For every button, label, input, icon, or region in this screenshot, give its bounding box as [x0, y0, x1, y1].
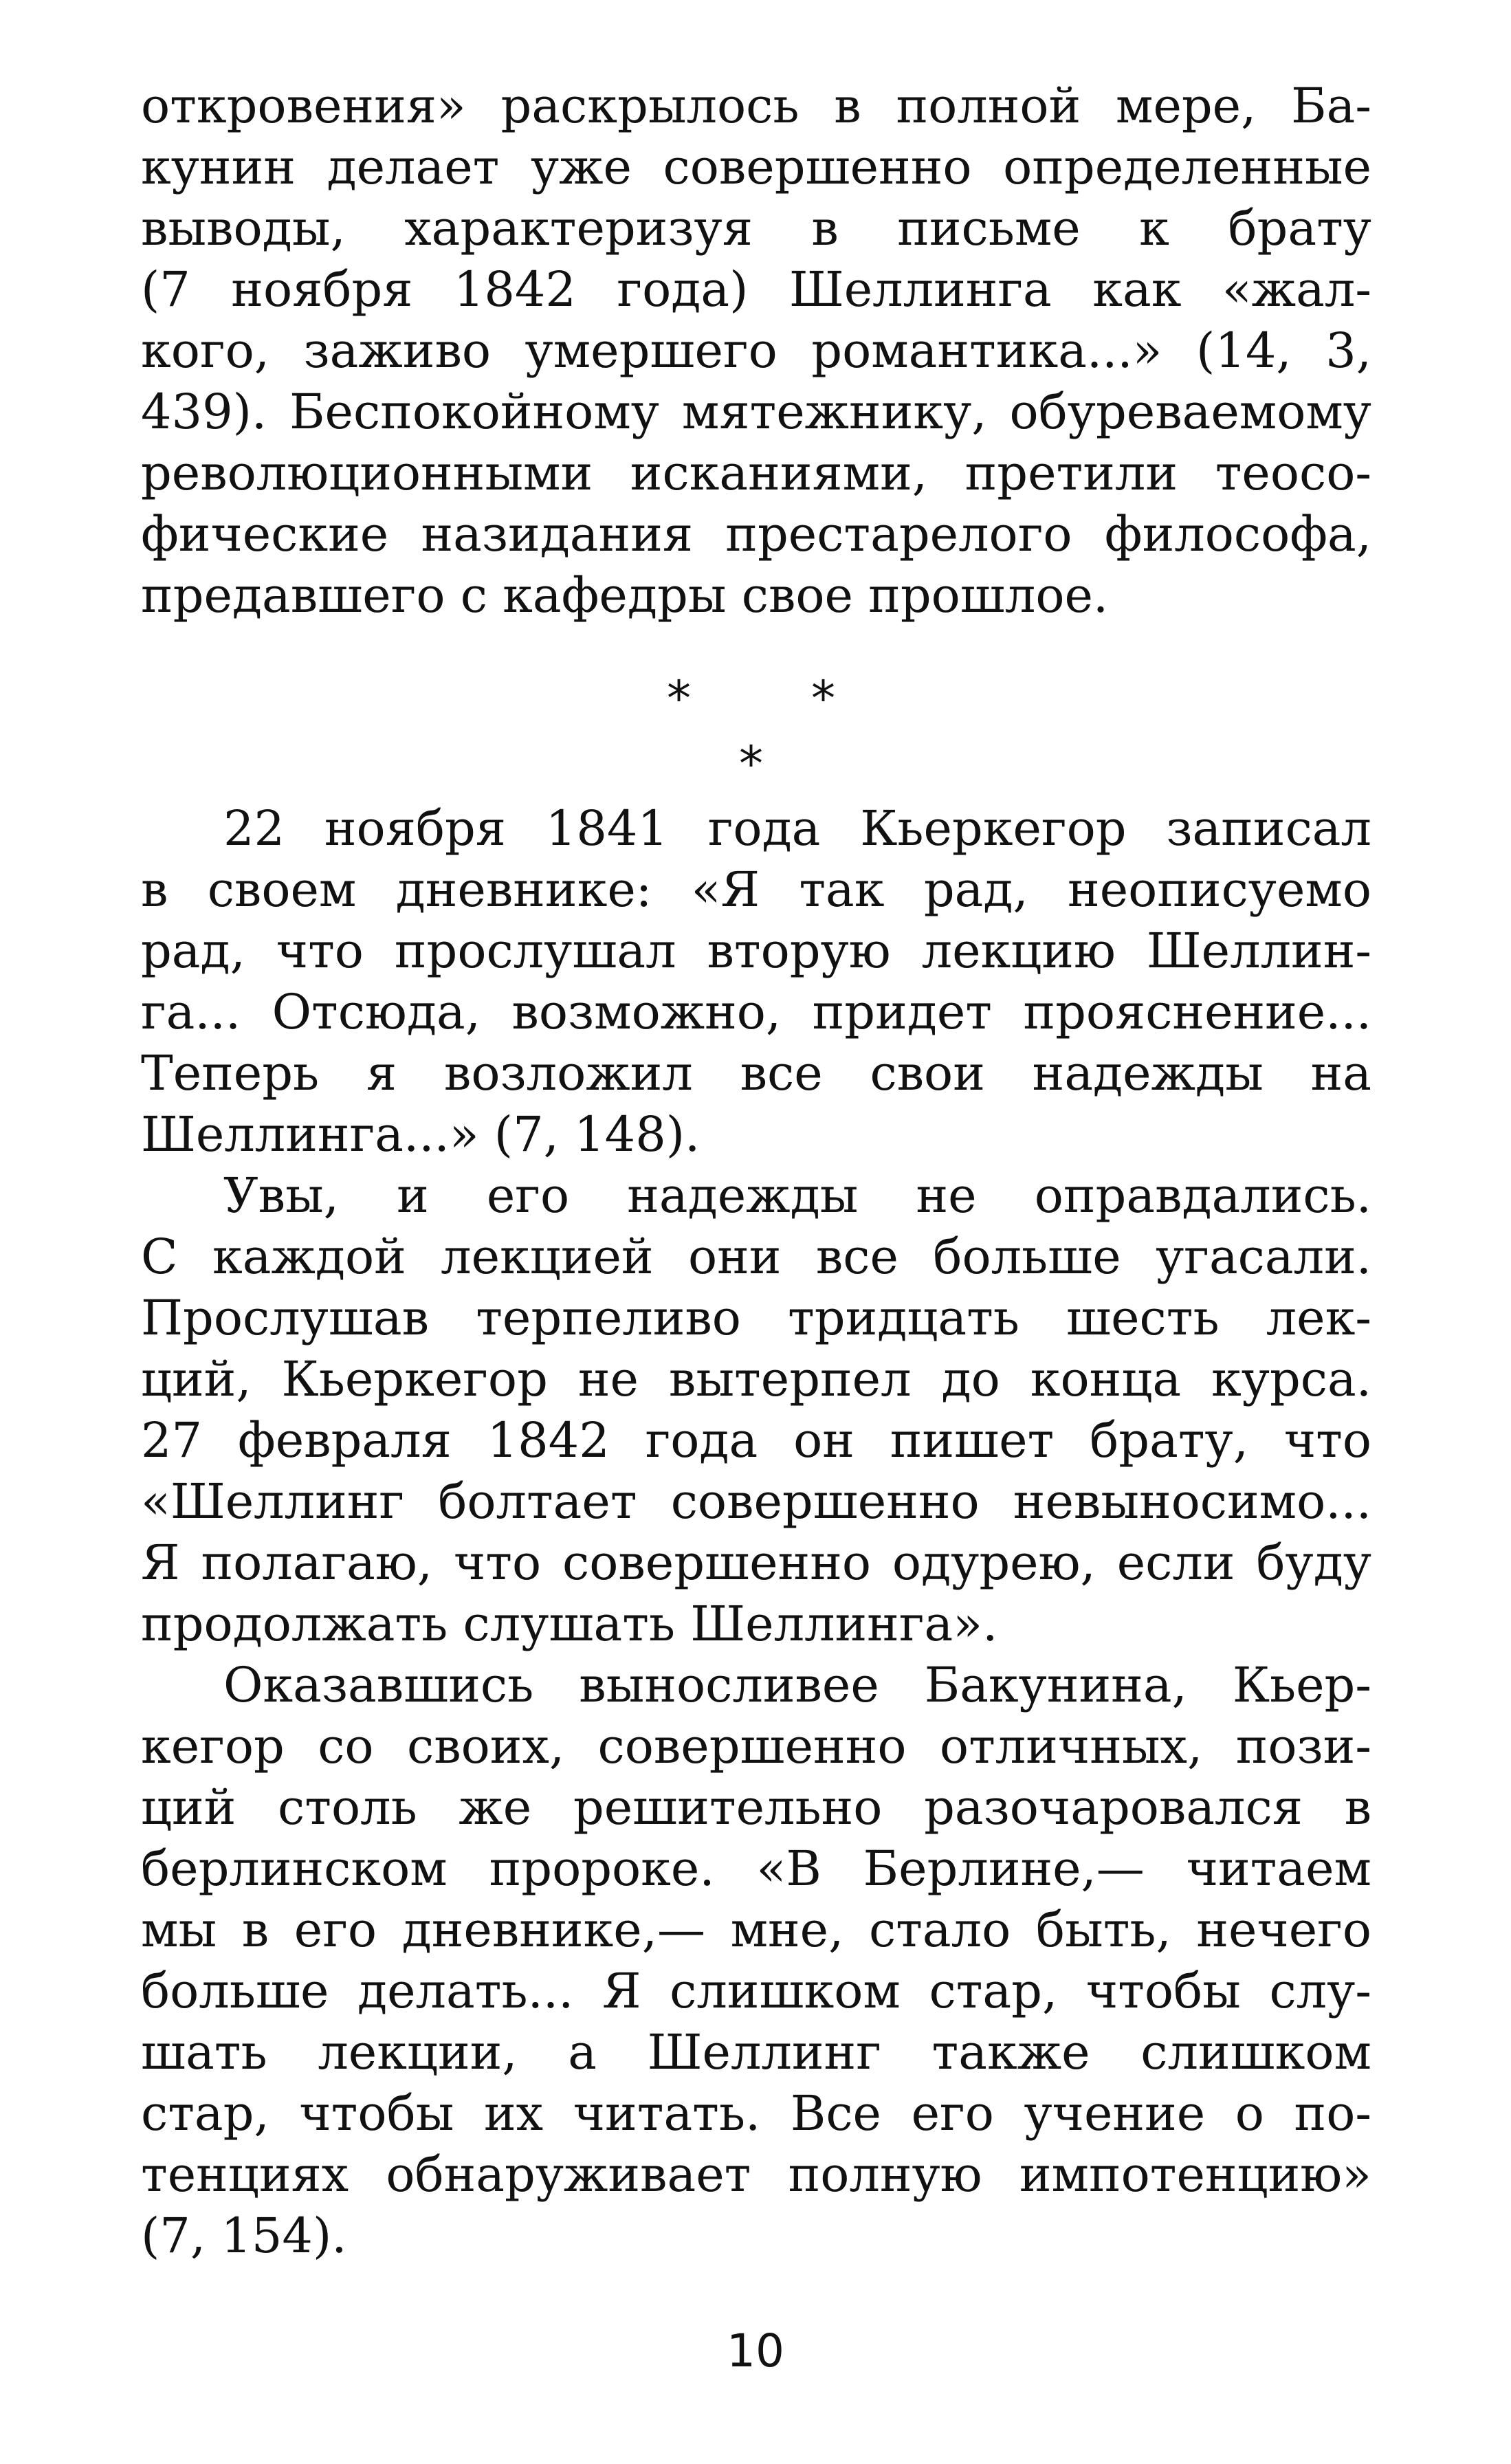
text-line: шать лекции, а Шеллинг также слишком — [141, 2024, 1371, 2080]
text-line: фические назидания престарелого философа, — [141, 506, 1371, 562]
text-line: Оказавшись выносливее Бакунина, Кьер- — [223, 1657, 1371, 1713]
asterisk-icon: * — [667, 670, 691, 727]
text-line: ций столь же решительно разочаровался в — [141, 1779, 1371, 1836]
text-line: «Шеллинг болтает совершенно невыносимо... — [141, 1473, 1371, 1530]
asterisk-icon: * — [739, 736, 763, 792]
text-line: Теперь я возложил все свои надежды на — [141, 1045, 1371, 1101]
text-line: Шеллинга...» (7, 148). — [141, 1106, 701, 1163]
text-line: выводы, характеризуя в письме к брату — [141, 200, 1371, 256]
text-line: ций, Кьеркегор не вытерпел до конца курса. — [141, 1351, 1371, 1407]
text-line: (7 ноября 1842 года) Шеллинга как «жал- — [141, 261, 1371, 318]
text-line: рад, что прослушал вторую лекцию Шеллин- — [141, 923, 1371, 979]
text-line: тенциях обнаруживает полную импотенцию» — [141, 2146, 1371, 2203]
paragraph-2 — [141, 798, 1371, 1165]
section-separator — [141, 626, 1371, 798]
text-line: больше делать... Я слишком стар, чтобы слу- — [141, 1963, 1371, 2019]
paragraph-4 — [141, 1655, 1371, 2267]
asterisk-icon: * — [811, 670, 835, 727]
text-line: 27 февраля 1842 года он пишет брату, что — [141, 1412, 1371, 1468]
text-line: (7, 154). — [141, 2208, 347, 2264]
text-line: Увы, и его надежды не оправдались. — [223, 1167, 1371, 1224]
text-line: берлинском пророке. «В Берлине,— читаем — [141, 1840, 1371, 1897]
text-line: стар, чтобы их читать. Все его учение о по- — [141, 2085, 1371, 2142]
text-line: кого, заживо умершего романтика...» (14, 3, — [141, 322, 1371, 379]
text-line: предавшего с кафедры свое прошлое. — [141, 567, 1109, 624]
paragraph-3 — [141, 1165, 1371, 1655]
text-line: Я полагаю, что совершенно одурею, если буду — [141, 1534, 1371, 1591]
text-line: га... Отсюда, возможно, придет прояснение... — [141, 984, 1371, 1040]
text-line: 439). Беспокойному мятежнику, обуреваемому — [141, 384, 1371, 440]
text-line: кегор со своих, совершенно отличных, пози- — [141, 1718, 1371, 1774]
text-line: продолжать слушать Шеллинга». — [141, 1596, 998, 1652]
text-line: революционными исканиями, претили теосо- — [141, 445, 1371, 501]
page-text-block — [141, 76, 1371, 2267]
text-line: мы в его дневнике,— мне, стало быть, нечего — [141, 1902, 1371, 1958]
text-line: откровения» раскрылось в полной мере, Ба- — [141, 78, 1371, 134]
text-line: С каждой лекцией они все больше угасали. — [141, 1229, 1371, 1285]
text-line: кунин делает уже совершенно определенные — [141, 139, 1371, 195]
text-line: 22 ноября 1841 года Кьеркегор записал — [223, 800, 1371, 857]
page-number: 10 — [727, 2324, 784, 2377]
text-line: Прослушав терпеливо тридцать шесть лек- — [141, 1290, 1371, 1346]
text-line: в своем дневнике: «Я так рад, неописуемо — [141, 861, 1371, 918]
paragraph-1 — [141, 76, 1371, 626]
